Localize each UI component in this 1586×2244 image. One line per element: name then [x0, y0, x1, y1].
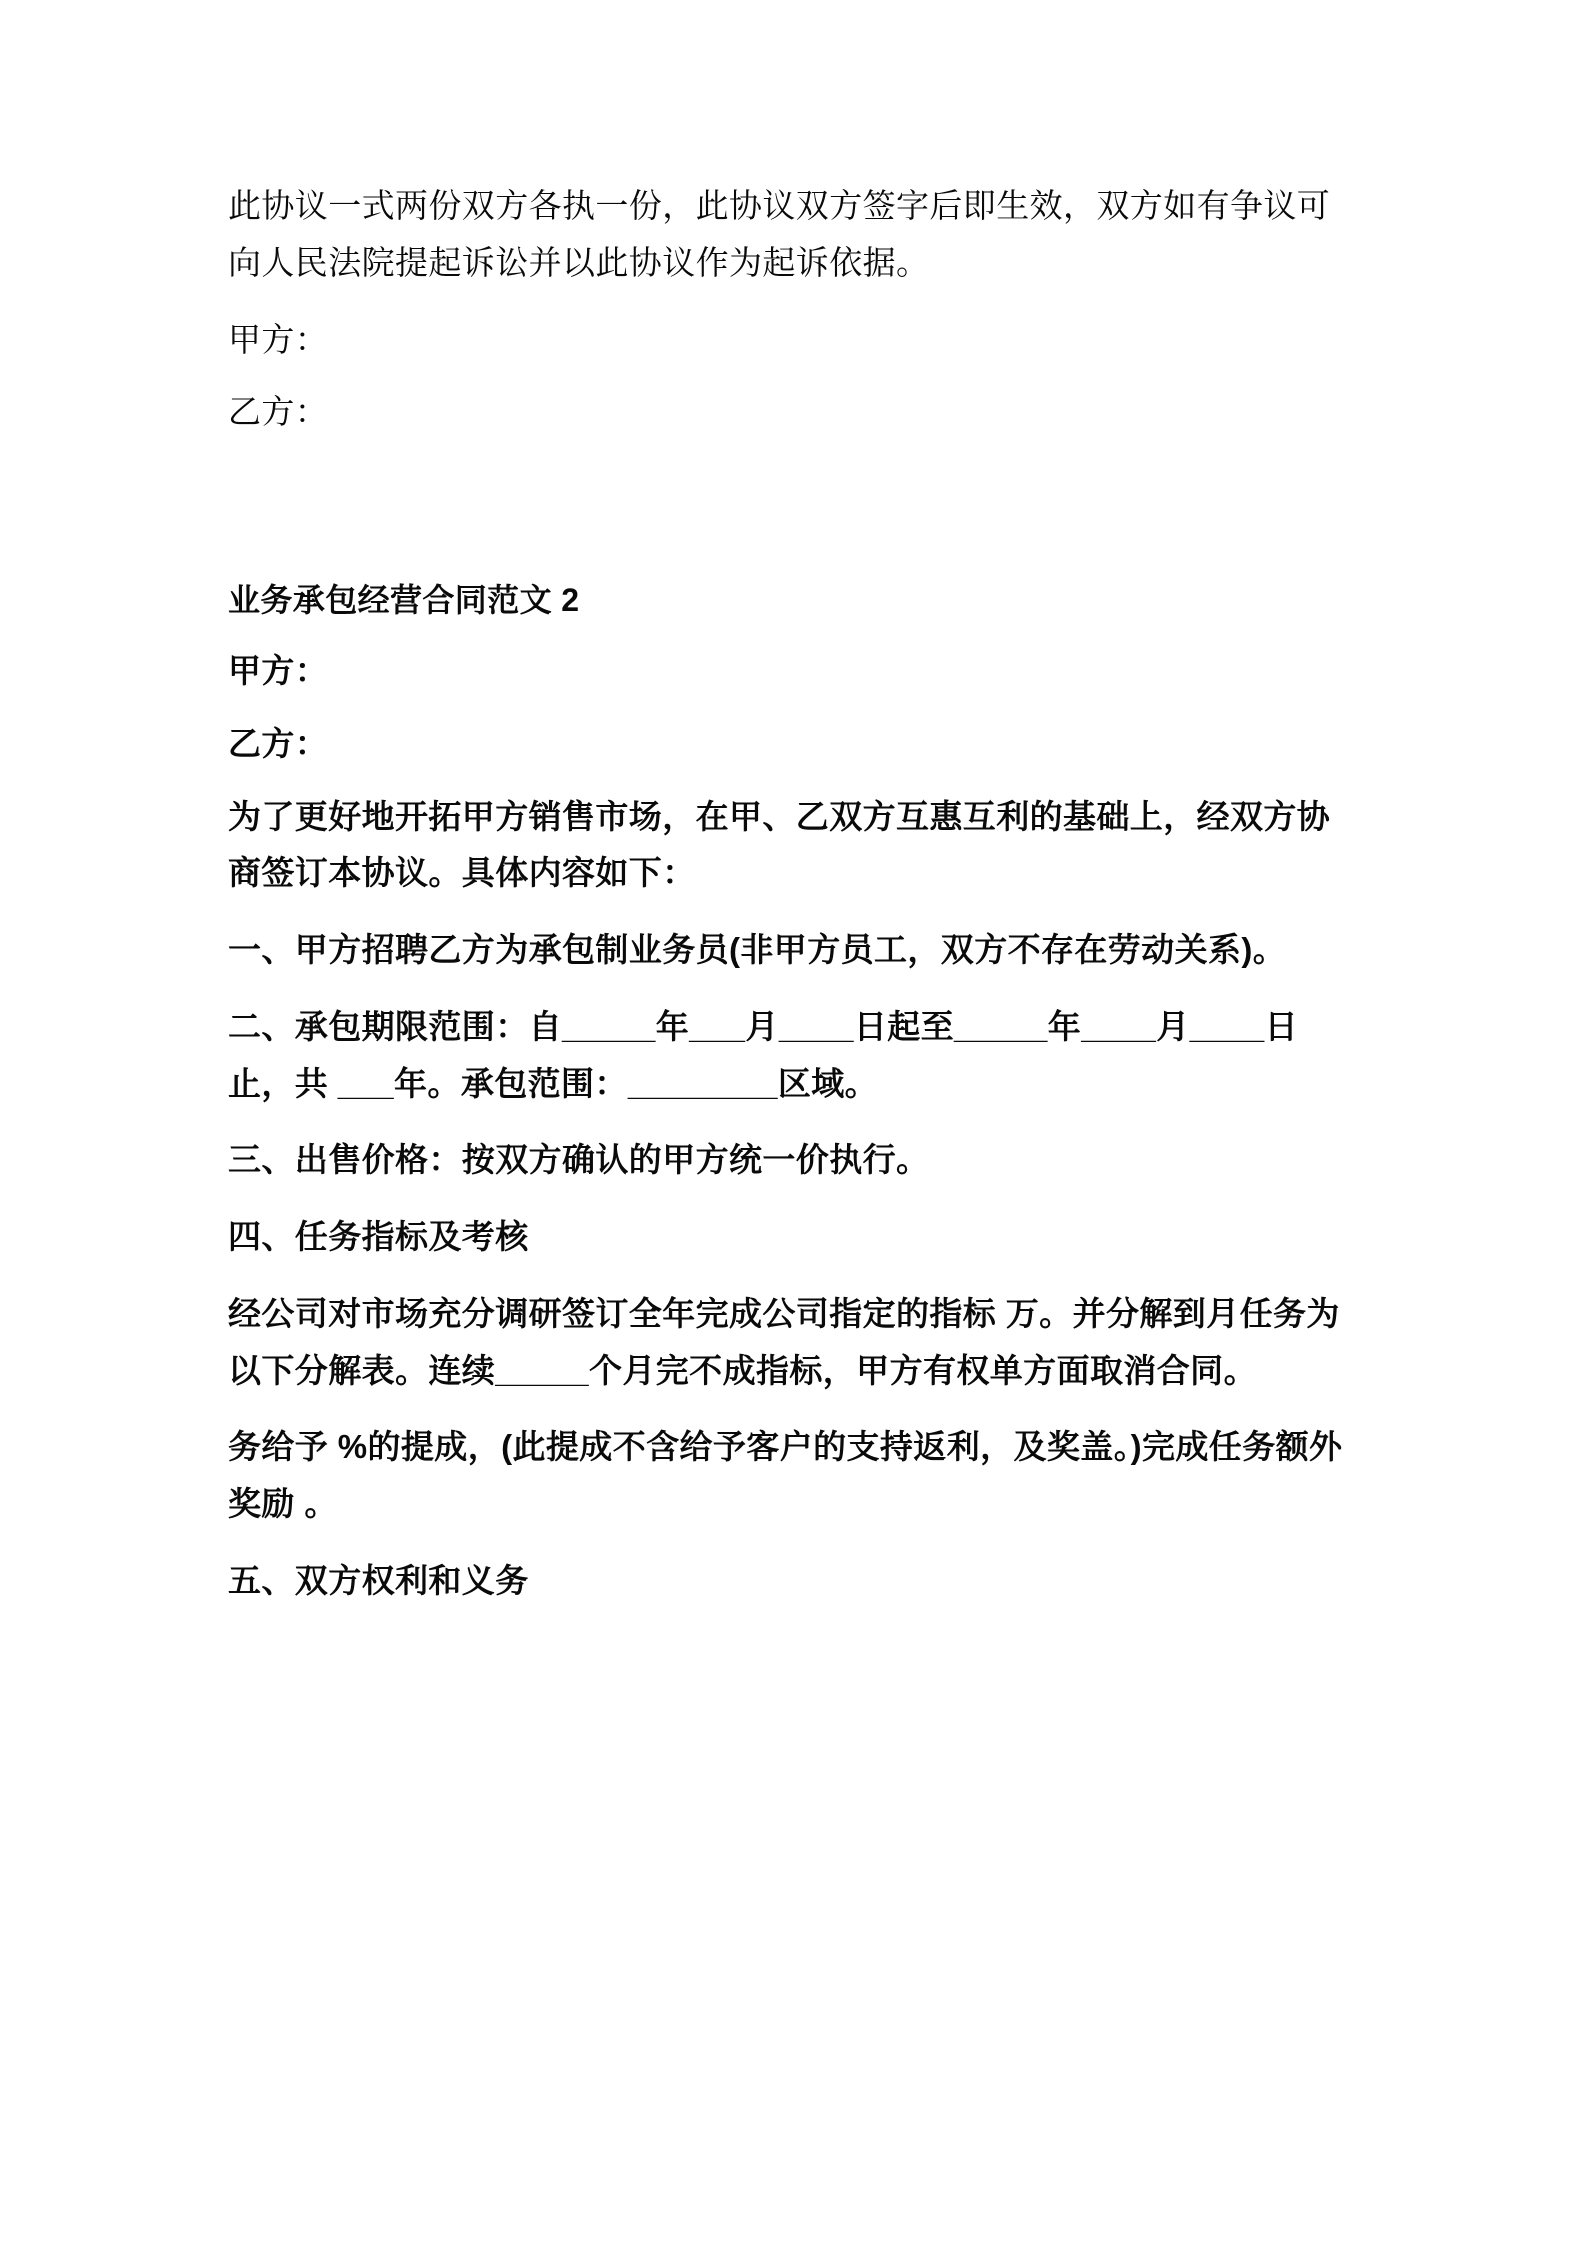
signature-party-b-first: 乙方： — [228, 393, 329, 431]
party-a-label: 甲方： — [228, 652, 329, 689]
party-b-label: 乙方： — [228, 724, 329, 762]
section-spacer — [228, 457, 1358, 575]
clause-five-heading: 五、双方权利和义务 — [228, 1561, 529, 1599]
signature-party-a-first: 甲方： — [228, 320, 329, 358]
clause-agreement-copies: 此协议一式两份双方各执一份，此协议双方签字后即生效，双方如有争议可向人民法院提起诉讼并以此协议作为起诉依据。 — [228, 187, 1331, 281]
clause-four-body-indicator: 经公司对市场充分调研签订全年完成公司指定的指标 万。并分解到月任务为以下分解表。连续_____个月完不成指标，甲方有权单方面取消合同。 — [228, 1294, 1340, 1389]
preamble-paragraph: 为了更好地开拓甲方销售市场，在甲、乙双方互惠互利的基础上，经双方协商签订本协议。具体内容如下： — [228, 797, 1331, 892]
clause-one-recruitment: 一、甲方招聘乙方为承包制业务员(非甲方员工，双方不存在劳动关系)。 — [228, 931, 1287, 968]
clause-two-term-scope: 二、承包期限范围：自_____年___月____日起至_____年____月____日止，共 ___年。承包范围：________区域。 — [228, 1007, 1299, 1102]
clause-four-heading: 四、任务指标及考核 — [228, 1218, 529, 1255]
section-heading-sample-2: 业务承包经营合同范文 2 — [228, 582, 580, 618]
clause-four-body-commission: 务给予 %的提成，(此提成不含给予客户的支持返利，及奖盖。)完成任务额外奖励 。 — [228, 1428, 1343, 1522]
document-body — [228, 178, 1358, 1630]
clause-three-price: 三、出售价格：按双方确认的甲方统一价执行。 — [228, 1141, 930, 1179]
